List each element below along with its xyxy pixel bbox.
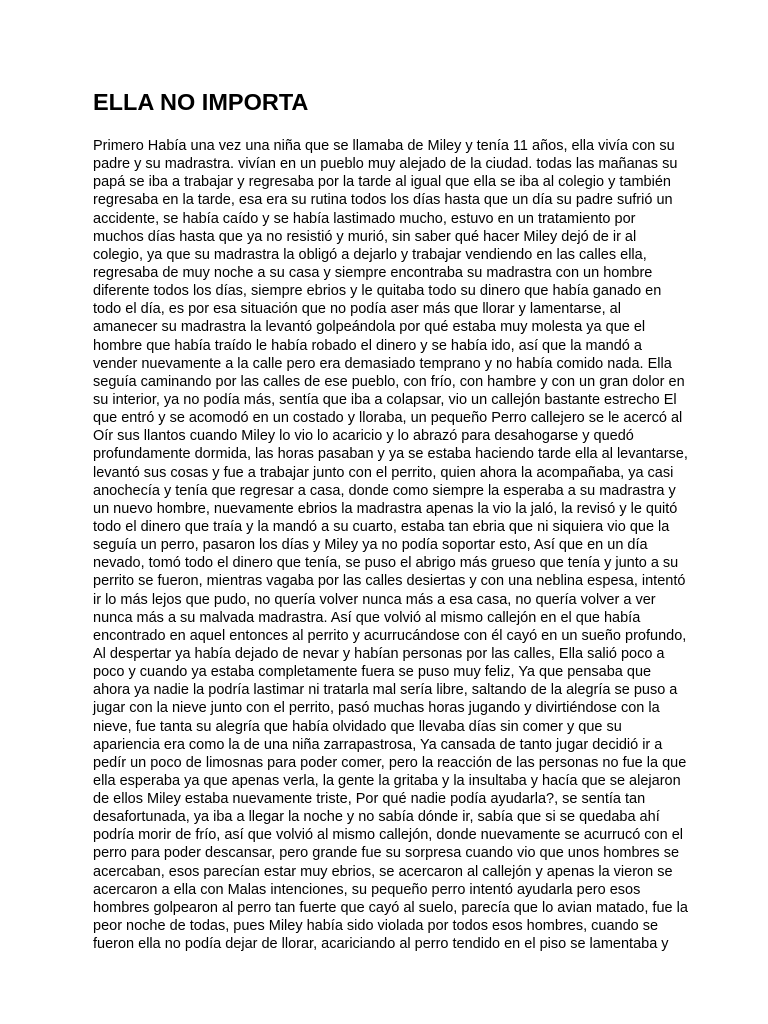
body-line: pedír un poco de limosnas para poder comer, pero la reacción de las personas no fue la que (93, 754, 687, 771)
body-line: de ellos Miley estaba nuevamente triste, Por qué nadie podía ayudarla?, se sentía tan (93, 791, 646, 808)
body-line: perrito se fueron, mientras vagaba por las calles desiertas y con una neblina espesa, intentó (93, 573, 686, 590)
body-line: jugar con la nieve junto con el perrito, pasó muchas horas jugando y divirtiéndose con la (93, 700, 660, 717)
body-line: colegio, ya que su madrastra la obligó a dejarlo y trabajar vendiendo en las calles ella, (93, 246, 647, 263)
body-line: nieve, fue tanta su alegría que había olvidado que llevaba días sin comer y que su (93, 718, 622, 735)
body-line: su interior, ya no podía más, sentía que iba a colapsar, vio un callejón bastante estrecho El (93, 391, 677, 408)
body-line: todo el dinero que traía y la mandó a su cuarto, estaba tan ebria que ni siquiera vio que la (93, 518, 670, 535)
body-line: hombre que había traído le había robado el dinero y se había ido, así que la mandó a (93, 337, 642, 354)
document-title: ELLA NO IMPORTA (93, 89, 309, 115)
body-line: acercaban, esos parecían estar muy ebrios, se acercaron al callejón y apenas la vieron se (93, 863, 673, 880)
body-line: vender nuevamente a la calle pero era demasiado temprano y no había comido nada. Ella (93, 355, 672, 372)
body-line: encontrado en aquel entonces al perrito y acurrucándose con él cayó en un sueño profundo, (93, 627, 687, 644)
body-line: perro para poder descansar, pero grande fue su sorpresa cuando vio que unos hombres se (93, 845, 680, 862)
body-line: diferente todos los días, siempre ebrios y le quitaba todo su dinero que había ganado en (93, 283, 662, 300)
body-line: que entró y se acomodó en un costado y lloraba, un pequeño Perro callejero se le acercó al (93, 410, 683, 427)
body-line: ir lo más lejos que pudo, no quería volver nunca más a esa casa, no quería volver a ver (93, 591, 656, 608)
body-line: anochecía y tenía que regresar a casa, donde como siempre la esperaba a su madrastra y (93, 482, 676, 499)
body-line: muchos días hasta que ya no resistió y murió, sin saber qué hacer Miley dejó de ir al (93, 228, 637, 245)
body-line: Oír sus llantos cuando Miley lo vio lo acaricio y lo abrazó para desahogarse y quedó (93, 428, 634, 445)
body-line: regresaba en la tarde, esa era su rutina todos los días hasta que un día su padre sufrió un (93, 192, 673, 209)
body-line: poco y cuando ya estaba completamente fuera se puso muy feliz, Ya que pensaba que (93, 664, 652, 681)
body-line: todo el día, es por esa situación que no podía aser más que llorar y lamentarse, al (93, 301, 621, 318)
body-line: accidente, se había caído y se había lastimado mucho, estuvo en un tratamiento por (93, 210, 636, 227)
body-line: seguía un perro, pasaron los días y Miley ya no podía soportar esto, Así que en un día (93, 537, 648, 554)
body-line: regresaba de muy noche a su casa y siempre encontraba su madrastra con un hombre (93, 264, 653, 281)
body-line: nunca más a su malvada madrastra. Así que volvió al mismo callejón en el que había (93, 609, 641, 626)
body-line: seguía caminando por las calles de ese pueblo, con frío, con hambre y con un gran dolor en (93, 373, 685, 390)
body-line: acercaron a ella con Malas intenciones, su pequeño perro intentó ayudarla pero esos (93, 881, 641, 898)
body-line: hombres golpearon al perro tan fuerte que cayó al suelo, parecía que lo avian matado, fue la (93, 899, 688, 916)
body-line: nevado, tomó todo el dinero que tenía, se puso el abrigo más grueso que tenía y junto a su (93, 555, 679, 572)
body-line: peor noche de todas, pues Miley había sido violada por todos esos hombres, cuando se (93, 918, 659, 935)
body-line: apariencia era como la de una niña zarrapastrosa, Ya cansada de tanto jugar decidió ir a (93, 736, 663, 753)
body-line: ahora ya nadie la podría lastimar ni tratarla mal sería libre, saltando de la alegría se puso a (93, 682, 678, 699)
body-line: amanecer su madrastra la levantó golpeándola por qué estaba muy molesta ya que el (93, 319, 646, 336)
body-line: padre y su madrastra. vivían en un pueblo muy alejado de la ciudad. todas las mañanas su (93, 156, 678, 173)
document-body (93, 137, 693, 953)
body-line: un nuevo hombre, nuevamente ebrios la madrastra apenas la vio la jaló, la revisó y le quitó (93, 500, 678, 517)
body-line: papá se iba a trabajar y regresaba por la tarde al igual que ella se iba al colegio y también (93, 174, 671, 191)
body-line: fueron ella no podía dejar de llorar, acariciando al perro tendido en el piso se lamentaba y (93, 936, 669, 953)
body-line: profundamente dormida, las horas pasaban y ya se estaba haciendo tarde ella al levantarse, (93, 446, 688, 463)
body-line: ella esperaba ya que apenas verla, la gente la gritaba y la insultaba y hacía que se alejaron (93, 772, 681, 789)
body-line: levantó sus cosas y fue a trabajar junto con el perrito, quien ahora la acompañaba, ya casi (93, 464, 674, 481)
body-line: podría morir de frío, así que volvió al mismo callejón, donde nuevamente se acurrucó con el (93, 827, 683, 844)
body-line: desafortunada, ya iba a llegar la noche y no sabía dónde ir, sabía que si se quedaba ahí (93, 809, 660, 826)
body-line: Al despertar ya había dejado de nevar y habían personas por las calles, Ella salió poco a (93, 645, 665, 662)
body-line: Primero Había una vez una niña que se llamaba de Miley y tenía 11 años, ella vivía con su (93, 138, 675, 154)
